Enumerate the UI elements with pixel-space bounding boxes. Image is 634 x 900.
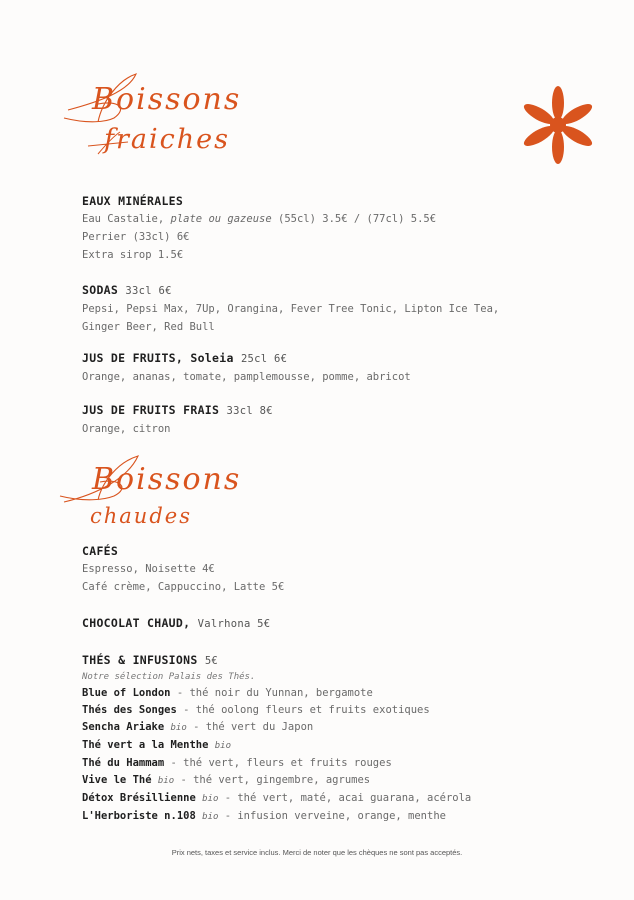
sodas-line2: Ginger Beer, Red Bull xyxy=(82,321,215,333)
section-hot-chocolate xyxy=(82,615,602,633)
asterisk-icon xyxy=(522,86,594,164)
tea-item xyxy=(82,685,602,702)
sodas-line1: Pepsi, Pepsi Max, 7Up, Orangina, Fever Tree Tonic, Lipton Ice Tea, xyxy=(82,303,500,315)
section-fresh-juice xyxy=(82,402,602,438)
castalie-line xyxy=(82,210,602,228)
coffees-line1: Espresso, Noisette 4€ xyxy=(82,563,215,575)
tea-description: - infusion verveine, orange, menthe xyxy=(218,810,446,822)
fruit-juice-title: JUS DE FRUITS, Soleia xyxy=(82,351,234,365)
tea-description: - thé vert, gingembre, agrumes xyxy=(174,774,371,786)
fresh-juice-title: JUS DE FRUITS FRAIS xyxy=(82,403,220,417)
castalie-name: Eau Castalie, xyxy=(82,213,171,225)
footer-note: Prix nets, taxes et service inclus. Merci de noter que les chèques ne sont pas acceptés. xyxy=(171,848,463,857)
tea-name: Sencha Ariake xyxy=(82,721,165,733)
fresh-juice-price: 33cl 8€ xyxy=(226,405,273,417)
teas-price: 5€ xyxy=(204,655,219,667)
fresh-juice-line: Orange, citron xyxy=(82,423,171,435)
tea-item xyxy=(82,719,602,737)
tea-bio-tag: bio xyxy=(202,794,219,804)
tea-name: Détox Brésillienne xyxy=(82,792,196,804)
sodas-price: 33cl 6€ xyxy=(125,285,172,297)
coffees-title: CAFÉS xyxy=(82,544,119,558)
cold-heading-line1: Boissons xyxy=(92,82,242,117)
castalie-prices: (55cl) 3.5€ / (77cl) 5.5€ xyxy=(271,213,437,225)
sodas-title: SODAS xyxy=(82,283,119,297)
section-mineral-water xyxy=(82,193,602,264)
tea-item xyxy=(82,772,602,790)
castalie-variant: plate ou gazeuse xyxy=(170,213,272,225)
tea-bio-tag: bio xyxy=(214,741,232,751)
tea-description: - thé noir du Yunnan, bergamote xyxy=(170,687,373,699)
tea-name: Thés des Songes xyxy=(82,704,177,716)
coffees-line2: Café crème, Cappuccino, Latte 5€ xyxy=(82,581,285,593)
tea-item xyxy=(82,790,602,808)
cold-drinks-heading-flourish xyxy=(58,62,258,172)
tea-description: - thé vert, fleurs et fruits rouges xyxy=(164,757,392,769)
tea-bio-tag: bio xyxy=(170,723,187,733)
fruit-juice-price: 25cl 6€ xyxy=(240,353,288,365)
tea-name: L'Herboriste n.108 xyxy=(82,810,196,822)
cold-heading-line2: fraiches xyxy=(104,124,230,155)
hot-chocolate-title: CHOCOLAT CHAUD, xyxy=(82,616,191,630)
hot-heading-line2: chaudes xyxy=(90,504,192,528)
hot-drinks-heading xyxy=(58,446,268,536)
tea-item xyxy=(82,737,602,755)
cold-drinks-heading xyxy=(58,62,258,172)
tea-bio-tag: bio xyxy=(157,776,175,786)
tea-list xyxy=(82,685,602,826)
section-teas xyxy=(82,652,602,826)
tea-name: Blue of London xyxy=(82,687,171,699)
hot-chocolate-detail: Valrhona 5€ xyxy=(197,618,271,630)
fruit-juice-line: Orange, ananas, tomate, pamplemousse, pomme, abricot xyxy=(82,371,411,383)
tea-item xyxy=(82,702,602,719)
tea-name: Thé du Hammam xyxy=(82,757,165,769)
tea-item xyxy=(82,808,602,826)
teas-title: THÉS & INFUSIONS xyxy=(82,653,198,667)
extra-sirop-line: Extra sirop 1.5€ xyxy=(82,249,184,261)
section-fruit-juice xyxy=(82,350,602,386)
section-sodas xyxy=(82,282,602,336)
tea-description: - thé vert, maté, acai guarana, acérola xyxy=(218,792,472,804)
tea-name: Vive le Thé xyxy=(82,774,152,786)
tea-item xyxy=(82,755,602,772)
section-coffees xyxy=(82,543,602,596)
hot-heading-line1: Boissons xyxy=(92,462,242,497)
teas-note: Notre sélection Palais des Thés. xyxy=(82,672,256,682)
tea-description: - thé oolong fleurs et fruits exotiques xyxy=(176,704,430,716)
tea-bio-tag: bio xyxy=(202,812,219,822)
perrier-line: Perrier (33cl) 6€ xyxy=(82,231,190,243)
tea-description: - thé vert du Japon xyxy=(186,721,314,733)
mineral-water-title: EAUX MINÉRALES xyxy=(82,194,184,208)
tea-name: Thé vert a la Menthe xyxy=(82,739,209,751)
